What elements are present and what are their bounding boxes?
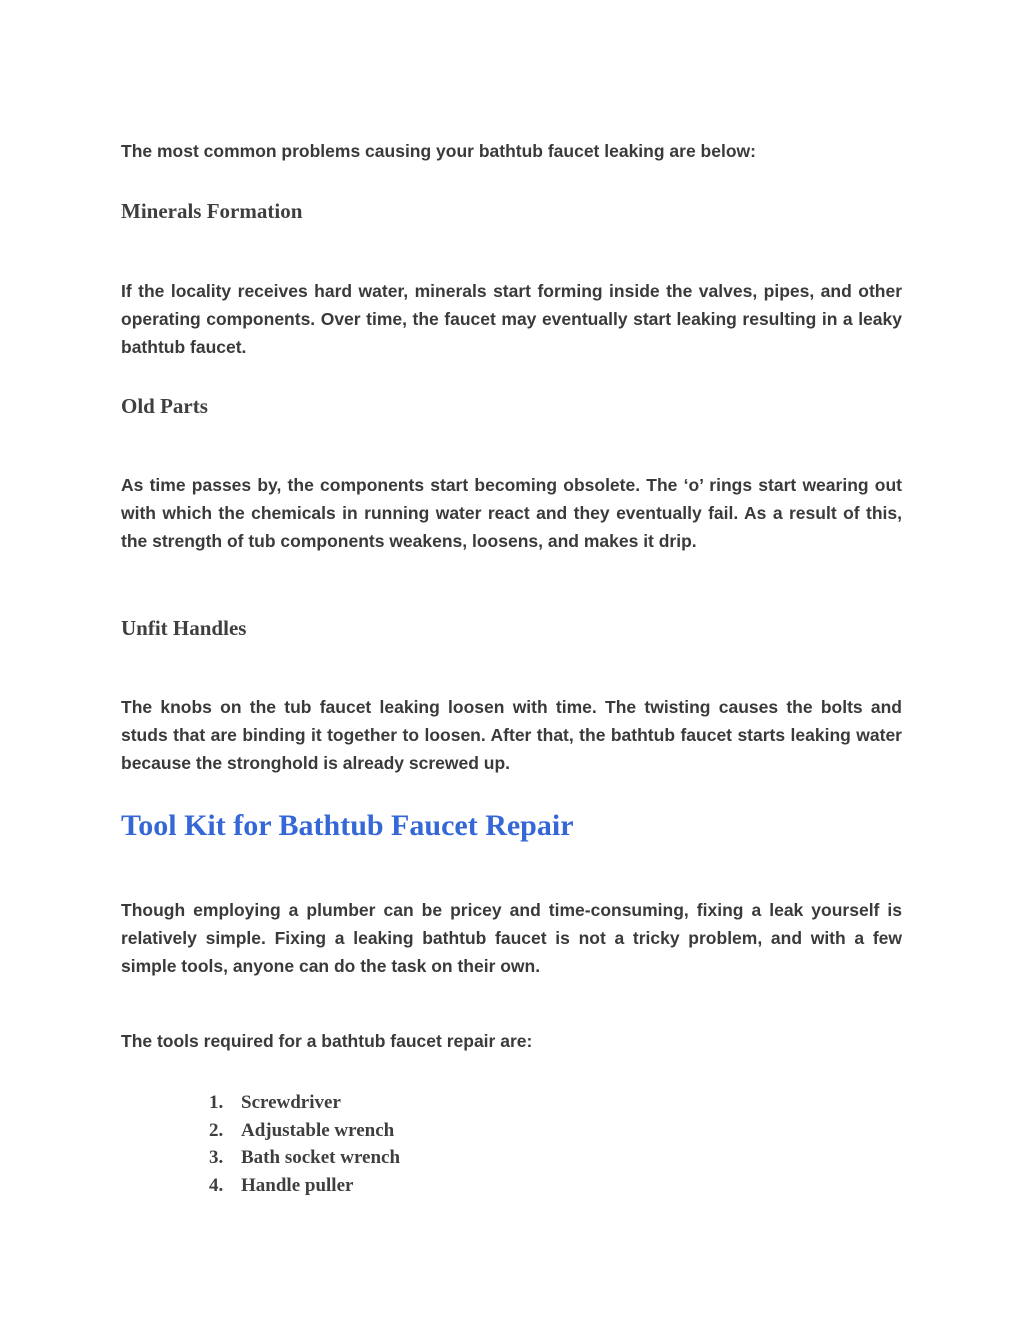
list-item-label: Handle puller [241, 1174, 354, 1196]
list-item-number: 4. [209, 1174, 224, 1196]
list-item-number: 1. [209, 1092, 224, 1113]
list-item-label: Bath socket wrench [241, 1147, 401, 1169]
toolkit-heading: Tool Kit for Bathtub Faucet Repair [121, 809, 574, 842]
section-heading-unfit-handles: Unfit Handles [121, 616, 247, 640]
toolkit-body: Though employing a plumber can be pricey and time-consuming, fixing a leak yourself is relatively simple. Fixing a leaking bathtub faucet is not a tricky problem, and with a few simple tools, anyone can do the task on their own. [121, 900, 902, 976]
intro-text: The most common problems causing your bathtub faucet leaking are below: [121, 141, 756, 161]
section-heading-minerals: Minerals Formation [121, 199, 303, 223]
list-item [209, 1144, 400, 1172]
list-item [209, 1172, 400, 1200]
tools-list-intro: The tools required for a bathtub faucet repair are: [121, 1031, 533, 1051]
tools-list [209, 1089, 400, 1199]
section-body-unfit-handles: The knobs on the tub faucet leaking loosen with time. The twisting causes the bolts and studs that are binding it together to loosen. After that, the bathtub faucet starts leaking water because the stronghold is already screwed up. [121, 697, 902, 773]
section-body-old-parts: As time passes by, the components start becoming obsolete. The ‘o’ rings start wearing out with which the chemicals in running water react and they eventually fail. As a result of this, the strength of tub components weakens, loosens, and makes it drip. [121, 475, 902, 551]
list-item [209, 1117, 400, 1145]
list-item-number: 2. [209, 1119, 224, 1141]
list-item [209, 1089, 400, 1117]
list-item-label: Adjustable wrench [241, 1119, 395, 1141]
list-item-label: Screwdriver [241, 1092, 341, 1113]
section-body-minerals: If the locality receives hard water, minerals start forming inside the valves, pipes, and other operating components. Over time, the faucet may eventually start leaking resulting in a leaky bathtub faucet. [121, 281, 902, 357]
section-heading-old-parts: Old Parts [121, 394, 208, 418]
list-item-number: 3. [209, 1147, 224, 1169]
